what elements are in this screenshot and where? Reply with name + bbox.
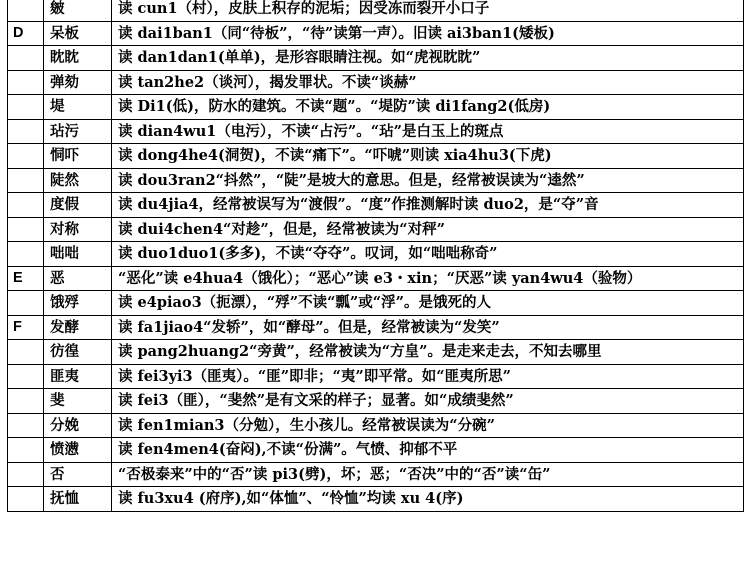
word-cell: 玷污 bbox=[44, 119, 112, 144]
table-row bbox=[8, 364, 744, 389]
letter-cell bbox=[8, 413, 44, 438]
pronunciation-table bbox=[7, 0, 744, 512]
table-row bbox=[8, 462, 744, 487]
table-row bbox=[8, 315, 744, 340]
word-cell: 咄咄 bbox=[44, 242, 112, 267]
table-row bbox=[8, 242, 744, 267]
letter-cell bbox=[8, 438, 44, 463]
table-row bbox=[8, 21, 744, 46]
letter-cell bbox=[8, 0, 44, 21]
letter-cell bbox=[8, 119, 44, 144]
letter-cell bbox=[8, 340, 44, 365]
word-cell: 堤 bbox=[44, 95, 112, 120]
description-cell: 读 dai1ban1（同“待板”，“待”读第一声）。旧读 ai3ban1(矮板) bbox=[112, 21, 744, 46]
word-cell: 度假 bbox=[44, 193, 112, 218]
word-cell: 对称 bbox=[44, 217, 112, 242]
table-row bbox=[8, 413, 744, 438]
letter-cell: E bbox=[8, 266, 44, 291]
table-row bbox=[8, 217, 744, 242]
table-row bbox=[8, 144, 744, 169]
letter-cell bbox=[8, 242, 44, 267]
word-cell: 斐 bbox=[44, 389, 112, 414]
letter-cell bbox=[8, 193, 44, 218]
letter-cell bbox=[8, 46, 44, 71]
table-row bbox=[8, 95, 744, 120]
table-row bbox=[8, 438, 744, 463]
word-cell: 呆板 bbox=[44, 21, 112, 46]
word-cell: 愤懑 bbox=[44, 438, 112, 463]
table-row bbox=[8, 46, 744, 71]
letter-cell bbox=[8, 168, 44, 193]
description-cell: “恶化”读 e4hua4（饿化）；“恶心”读 e3・xin；“厌恶”读 yan4wu4（验物） bbox=[112, 266, 744, 291]
table-row bbox=[8, 291, 744, 316]
table-row bbox=[8, 70, 744, 95]
table-body bbox=[8, 0, 744, 511]
table-row bbox=[8, 168, 744, 193]
table-row bbox=[8, 389, 744, 414]
table-row bbox=[8, 487, 744, 512]
description-cell: 读 duo1duo1(多多)，不读“夺夺”。叹词，如“咄咄称奇” bbox=[112, 242, 744, 267]
description-cell: 读 dian4wu1（电污），不读“占污”。“玷”是白玉上的斑点 bbox=[112, 119, 744, 144]
description-cell: 读 fei3yi3（匪夷）。“匪”即非；“夷”即平常。如“匪夷所思” bbox=[112, 364, 744, 389]
table-row bbox=[8, 340, 744, 365]
word-cell: 抚恤 bbox=[44, 487, 112, 512]
word-cell: 眈眈 bbox=[44, 46, 112, 71]
description-cell: “否极泰来”中的“否”读 pi3(劈)，坏；恶；“否决”中的“否”读“缶” bbox=[112, 462, 744, 487]
description-cell: 读 fen1mian3（分勉），生小孩儿。经常被误读为“分碗” bbox=[112, 413, 744, 438]
description-cell: 读 dong4he4(洞贺)，不读“痛下”。“吓唬”则读 xia4hu3(下虎) bbox=[112, 144, 744, 169]
description-cell: 读 Di1(低)，防水的建筑。不读“题”。“堤防”读 di1fang2(低房) bbox=[112, 95, 744, 120]
letter-cell bbox=[8, 364, 44, 389]
word-cell: 弹劾 bbox=[44, 70, 112, 95]
description-cell: 读 dan1dan1(单单)，是形容眼睛注视。如“虎视眈眈” bbox=[112, 46, 744, 71]
description-cell: 读 fei3（匪），“斐然”是有文采的样子；显著。如“成绩斐然” bbox=[112, 389, 744, 414]
word-cell: 恫吓 bbox=[44, 144, 112, 169]
letter-cell bbox=[8, 487, 44, 512]
letter-cell bbox=[8, 291, 44, 316]
table-row bbox=[8, 266, 744, 291]
word-cell: 皴 bbox=[44, 0, 112, 21]
description-cell: 读 fen4men4(奋闷),不读“份满”。气愤、抑郁不平 bbox=[112, 438, 744, 463]
letter-cell bbox=[8, 144, 44, 169]
description-cell: 读 fu3xu4 (府序),如“体恤”、“怜恤”均读 xu 4(序) bbox=[112, 487, 744, 512]
word-cell: 分娩 bbox=[44, 413, 112, 438]
letter-cell bbox=[8, 70, 44, 95]
table-row bbox=[8, 193, 744, 218]
letter-cell: D bbox=[8, 21, 44, 46]
description-cell: 读 tan2he2（谈河），揭发罪状。不读“谈赫” bbox=[112, 70, 744, 95]
letter-cell bbox=[8, 462, 44, 487]
description-cell: 读 du4jia4，经常被误写为“渡假”。“度”作推测解时读 duo2，是“夺”音 bbox=[112, 193, 744, 218]
word-cell: 恶 bbox=[44, 266, 112, 291]
letter-cell bbox=[8, 95, 44, 120]
description-cell: 读 e4piao3（扼漂），“殍”不读“瓢”或“浮”。是饿死的人 bbox=[112, 291, 744, 316]
word-cell: 匪夷 bbox=[44, 364, 112, 389]
description-cell: 读 dui4chen4“对趁”，但是，经常被读为“对秤” bbox=[112, 217, 744, 242]
letter-cell bbox=[8, 217, 44, 242]
letter-cell bbox=[8, 389, 44, 414]
word-cell: 否 bbox=[44, 462, 112, 487]
word-cell: 陡然 bbox=[44, 168, 112, 193]
word-cell: 饿殍 bbox=[44, 291, 112, 316]
description-cell: 读 fa1jiao4“发轿”，如“酵母”。但是，经常被读为“发笑” bbox=[112, 315, 744, 340]
letter-cell: F bbox=[8, 315, 44, 340]
word-cell: 彷徨 bbox=[44, 340, 112, 365]
table-row bbox=[8, 0, 744, 21]
description-cell: 读 pang2huang2“旁黄”，经常被读为“方皇”。是走来走去，不知去哪里 bbox=[112, 340, 744, 365]
description-cell: 读 cun1（村），皮肤上积存的泥垢；因受冻而裂开小口子 bbox=[112, 0, 744, 21]
word-cell: 发酵 bbox=[44, 315, 112, 340]
description-cell: 读 dou3ran2“抖然”，“陡”是坡大的意思。但是，经常被误读为“逵然” bbox=[112, 168, 744, 193]
table-row bbox=[8, 119, 744, 144]
